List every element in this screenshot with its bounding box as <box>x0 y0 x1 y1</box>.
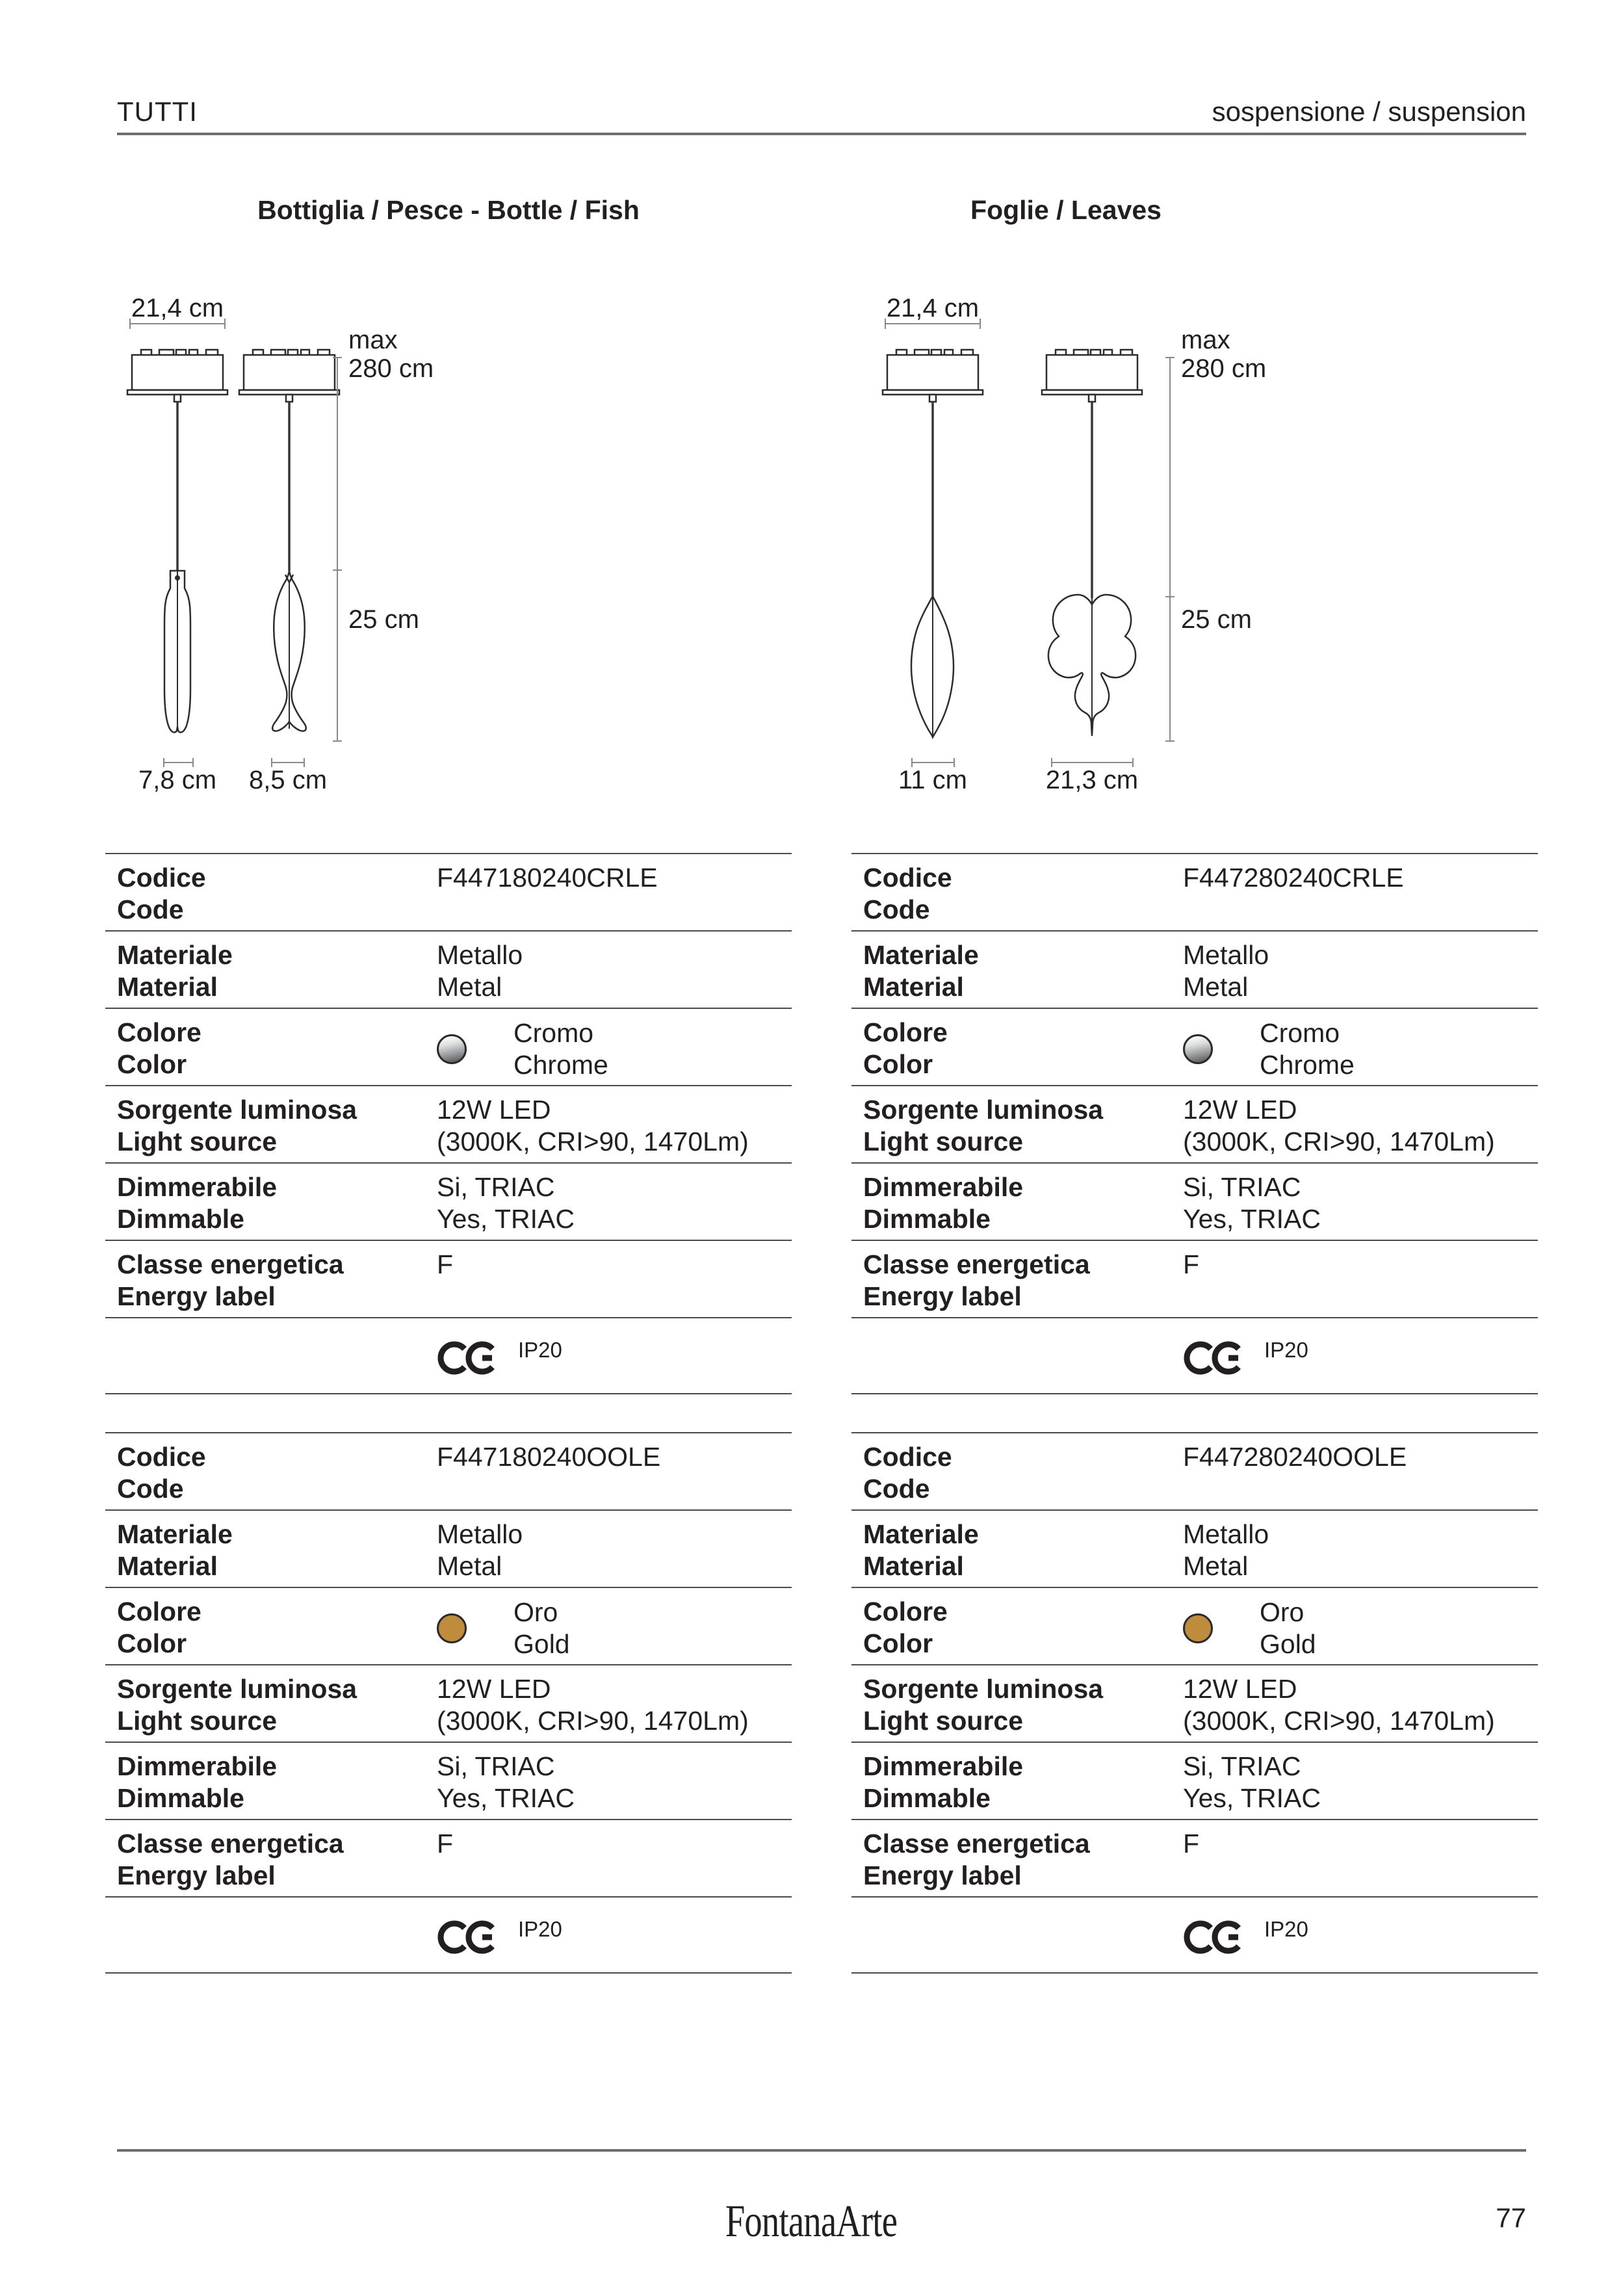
spec-label-en: Energy label <box>117 1860 276 1890</box>
spec-value-text: Cromo Chrome <box>513 1017 608 1080</box>
certification-label-spacer <box>117 1339 437 1393</box>
spec-row <box>851 1587 1538 1664</box>
dim-fish-width-label: 8,5 cm <box>248 766 328 794</box>
spec-value-text: Oro Gold <box>513 1597 570 1659</box>
spec-label-it: Sorgente luminosa <box>117 1674 357 1704</box>
spec-row <box>105 1085 792 1162</box>
spec-value <box>437 1673 792 1742</box>
certification-row <box>105 1896 792 1974</box>
certification-marks <box>1183 1918 1538 1972</box>
dim-max-value: 280 cm <box>1181 354 1267 383</box>
spec-label <box>863 1249 1183 1317</box>
spec-value-text: F <box>437 1249 454 1279</box>
spec-value <box>1183 1013 1538 1085</box>
spec-label <box>863 1094 1183 1162</box>
spec-label-en: Energy label <box>863 1281 1022 1311</box>
dim-max-label: max <box>348 326 398 354</box>
technical-drawing-leaves <box>845 286 1300 800</box>
color-swatch-chrome <box>437 1034 467 1064</box>
spec-value-text: Oro Gold <box>1260 1597 1316 1659</box>
canopy-fish <box>239 350 339 402</box>
spec-row <box>851 1742 1538 1819</box>
spec-label-en: Dimmable <box>117 1204 244 1234</box>
page-header-collection: TUTTI <box>117 96 198 127</box>
spec-value-text: 12W LED (3000K, CRI>90, 1470Lm) <box>1183 1674 1495 1736</box>
spec-label <box>863 1519 1183 1587</box>
spec-label <box>117 1171 437 1240</box>
spec-label-it: Sorgente luminosa <box>863 1674 1104 1704</box>
spec-value-text: 12W LED (3000K, CRI>90, 1470Lm) <box>437 1095 749 1156</box>
spec-label-en: Dimmable <box>863 1783 991 1813</box>
spec-label-it: Classe energetica <box>863 1829 1090 1859</box>
dim-height-line <box>333 358 342 741</box>
spec-value <box>437 1828 792 1896</box>
spec-value-text: 12W LED (3000K, CRI>90, 1470Lm) <box>1183 1095 1495 1156</box>
spec-label <box>863 1441 1183 1509</box>
spec-label-it: Classe energetica <box>117 1829 344 1859</box>
spec-label-en: Material <box>863 972 964 1002</box>
spec-label <box>117 1094 437 1162</box>
brand-logo: FontanaArte <box>725 2197 898 2247</box>
spec-label-it: Dimmerabile <box>863 1172 1024 1202</box>
spec-label-it: Colore <box>117 1597 201 1626</box>
dim-canopy-width-label: 21,4 cm <box>886 294 980 322</box>
spec-value <box>437 1171 792 1240</box>
dim-max-value: 280 cm <box>348 354 434 383</box>
spec-label <box>117 1596 437 1664</box>
spec-label-it: Dimmerabile <box>117 1172 278 1202</box>
spec-value <box>1183 1519 1538 1587</box>
certification-label-spacer <box>863 1918 1183 1972</box>
spec-row <box>105 1587 792 1664</box>
spec-value <box>437 1249 792 1317</box>
spec-value-text: Si, TRIAC Yes, TRIAC <box>437 1751 575 1813</box>
spec-value-text: F447180240OOLE <box>437 1442 661 1472</box>
spec-label <box>863 1673 1183 1742</box>
spec-label <box>117 1751 437 1819</box>
spec-table-leaves-gold <box>851 1432 1538 1974</box>
certification-row <box>105 1317 792 1394</box>
section-title-bottle-fish: Bottiglia / Pesce - Bottle / Fish <box>257 195 640 225</box>
spec-label-it: Dimmerabile <box>863 1751 1024 1781</box>
spec-value <box>437 1441 792 1509</box>
spec-label-en: Light source <box>117 1706 278 1736</box>
spec-value-text: Metallo Metal <box>1183 940 1269 1002</box>
spec-label-en: Light source <box>117 1127 278 1156</box>
spec-value-text: F <box>1183 1829 1200 1859</box>
spec-label <box>863 1171 1183 1240</box>
spec-label-it: Dimmerabile <box>117 1751 278 1781</box>
color-swatch-gold <box>437 1613 467 1643</box>
spec-value <box>437 939 792 1008</box>
spec-label-it: Colore <box>863 1017 948 1047</box>
spec-label-en: Dimmable <box>863 1204 991 1234</box>
spec-label-en: Material <box>117 1551 218 1581</box>
spec-label-it: Classe energetica <box>117 1249 344 1279</box>
spec-value <box>437 1013 792 1085</box>
spec-label <box>863 1596 1183 1664</box>
spec-table-leaves-chrome <box>851 853 1538 1394</box>
dim-max-label: max <box>1181 326 1230 354</box>
spec-label-en: Color <box>863 1049 933 1079</box>
spec-row <box>105 1664 792 1742</box>
section-title-leaves: Foglie / Leaves <box>970 195 1162 225</box>
page-header-category: sospensione / suspension <box>1212 96 1526 127</box>
spec-label-en: Code <box>863 1474 930 1504</box>
spec-label-en: Material <box>863 1551 964 1581</box>
spec-value <box>1183 1171 1538 1240</box>
spec-label <box>863 939 1183 1008</box>
spec-label-en: Color <box>117 1049 187 1079</box>
certification-marks <box>1183 1339 1538 1393</box>
spec-row <box>105 853 792 930</box>
spec-label-it: Sorgente luminosa <box>117 1095 357 1125</box>
spec-value-text: Si, TRIAC Yes, TRIAC <box>437 1172 575 1234</box>
spec-label-it: Codice <box>117 863 206 893</box>
spec-label <box>117 862 437 930</box>
spec-value <box>1183 939 1538 1008</box>
dim-leaf-front-width-label: 21,3 cm <box>1045 766 1139 794</box>
ip-rating: IP20 <box>1264 1917 1308 1941</box>
ce-mark-icon <box>1183 1918 1245 1956</box>
spec-value-text: Cromo Chrome <box>1260 1017 1355 1080</box>
spec-row <box>105 1509 792 1587</box>
spec-label <box>117 1673 437 1742</box>
spec-row <box>105 1240 792 1317</box>
technical-drawing-bottle-fish <box>97 286 500 800</box>
spec-label-it: Materiale <box>863 1519 979 1549</box>
fish-diffuser <box>272 571 306 731</box>
canopy-leaf-side <box>883 350 983 402</box>
spec-label-en: Color <box>863 1628 933 1658</box>
ce-mark-icon <box>1183 1339 1245 1377</box>
spec-value <box>1183 1751 1538 1819</box>
spec-row <box>851 1008 1538 1085</box>
ip-rating: IP20 <box>518 1917 562 1941</box>
spec-label-it: Sorgente luminosa <box>863 1095 1104 1125</box>
spec-label <box>117 939 437 1008</box>
certification-row <box>851 1317 1538 1394</box>
spec-row <box>851 1240 1538 1317</box>
spec-value <box>437 862 792 930</box>
spec-label-it: Classe energetica <box>863 1249 1090 1279</box>
spec-label-en: Color <box>117 1628 187 1658</box>
dim-fixture-height-label: 25 cm <box>1181 605 1252 634</box>
spec-label <box>117 1249 437 1317</box>
spec-label-it: Codice <box>863 863 952 893</box>
spec-row <box>851 1085 1538 1162</box>
spec-label-it: Codice <box>863 1442 952 1472</box>
spec-label-it: Colore <box>117 1017 201 1047</box>
dim-leaf-side-width-label: 11 cm <box>898 766 967 794</box>
spec-value <box>1183 862 1538 930</box>
spec-row <box>851 1432 1538 1509</box>
spec-label <box>117 1519 437 1587</box>
ce-mark-icon <box>437 1918 499 1956</box>
ce-mark-icon <box>437 1339 499 1377</box>
certification-marks <box>437 1918 792 1972</box>
spec-value-text: F <box>437 1829 454 1859</box>
spec-value <box>437 1519 792 1587</box>
dim-height-line <box>1165 358 1175 741</box>
spec-value <box>1183 1673 1538 1742</box>
spec-row <box>851 1819 1538 1896</box>
footer-rule <box>117 2149 1526 2152</box>
spec-label-en: Code <box>863 894 930 924</box>
spec-table-bottle-fish-gold <box>105 1432 792 1974</box>
header-rule <box>117 133 1526 135</box>
spec-label <box>117 1828 437 1896</box>
spec-value-text: F <box>1183 1249 1200 1279</box>
spec-value <box>437 1592 792 1664</box>
color-swatch-gold <box>1183 1613 1213 1643</box>
spec-row <box>851 853 1538 930</box>
spec-value-text: Metallo Metal <box>437 940 523 1002</box>
spec-label-it: Materiale <box>117 1519 233 1549</box>
spec-row <box>105 1742 792 1819</box>
spec-label <box>117 1017 437 1085</box>
spec-value <box>1183 1592 1538 1664</box>
spec-row <box>851 1509 1538 1587</box>
spec-row <box>105 1008 792 1085</box>
dim-fixture-height-label: 25 cm <box>348 605 419 634</box>
spec-label-it: Materiale <box>117 940 233 970</box>
page-number: 77 <box>1496 2202 1526 2233</box>
spec-value-text: F447280240CRLE <box>1183 863 1404 893</box>
spec-value <box>1183 1441 1538 1509</box>
certification-row <box>851 1896 1538 1974</box>
spec-label-en: Material <box>117 972 218 1002</box>
ip-rating: IP20 <box>1264 1338 1308 1362</box>
spec-value-text: Metallo Metal <box>437 1519 523 1581</box>
spec-label-en: Energy label <box>863 1860 1022 1890</box>
spec-value-text: Si, TRIAC Yes, TRIAC <box>1183 1172 1321 1234</box>
spec-label-en: Light source <box>863 1706 1024 1736</box>
spec-label-en: Dimmable <box>117 1783 244 1813</box>
spec-label <box>117 1441 437 1509</box>
spec-value-text: Metallo Metal <box>1183 1519 1269 1581</box>
canopy-bottle <box>127 350 227 402</box>
spec-label-it: Materiale <box>863 940 979 970</box>
certification-label-spacer <box>117 1918 437 1972</box>
spec-value <box>437 1094 792 1162</box>
spec-label-en: Code <box>117 1474 184 1504</box>
leaf-front-diffuser <box>1048 595 1136 736</box>
spec-row <box>851 1162 1538 1240</box>
spec-value-text: F447280240OOLE <box>1183 1442 1407 1472</box>
bottle-diffuser <box>164 571 190 733</box>
spec-label-en: Light source <box>863 1127 1024 1156</box>
spec-value-text: Si, TRIAC Yes, TRIAC <box>1183 1751 1321 1813</box>
canopy-leaf-front <box>1042 350 1142 402</box>
certification-marks <box>437 1339 792 1393</box>
spec-value-text: 12W LED (3000K, CRI>90, 1470Lm) <box>437 1674 749 1736</box>
leaf-side-diffuser <box>911 596 954 737</box>
spec-value <box>1183 1249 1538 1317</box>
spec-row <box>105 930 792 1008</box>
spec-value-text: F447180240CRLE <box>437 863 658 893</box>
spec-value <box>437 1751 792 1819</box>
spec-row <box>851 930 1538 1008</box>
spec-value <box>1183 1828 1538 1896</box>
color-swatch-chrome <box>1183 1034 1213 1064</box>
spec-label <box>863 1751 1183 1819</box>
certification-label-spacer <box>863 1339 1183 1393</box>
ip-rating: IP20 <box>518 1338 562 1362</box>
spec-row <box>105 1819 792 1896</box>
spec-label <box>863 862 1183 930</box>
spec-row <box>851 1664 1538 1742</box>
spec-row <box>105 1162 792 1240</box>
spec-value <box>1183 1094 1538 1162</box>
spec-row <box>105 1432 792 1509</box>
dim-canopy-width-label: 21,4 cm <box>131 294 224 322</box>
spec-table-bottle-fish-chrome <box>105 853 792 1394</box>
spec-label-en: Energy label <box>117 1281 276 1311</box>
spec-label <box>863 1017 1183 1085</box>
spec-label-it: Codice <box>117 1442 206 1472</box>
spec-label-it: Colore <box>863 1597 948 1626</box>
spec-label-en: Code <box>117 894 184 924</box>
spec-label <box>863 1828 1183 1896</box>
dim-bottle-width-label: 7,8 cm <box>138 766 217 794</box>
